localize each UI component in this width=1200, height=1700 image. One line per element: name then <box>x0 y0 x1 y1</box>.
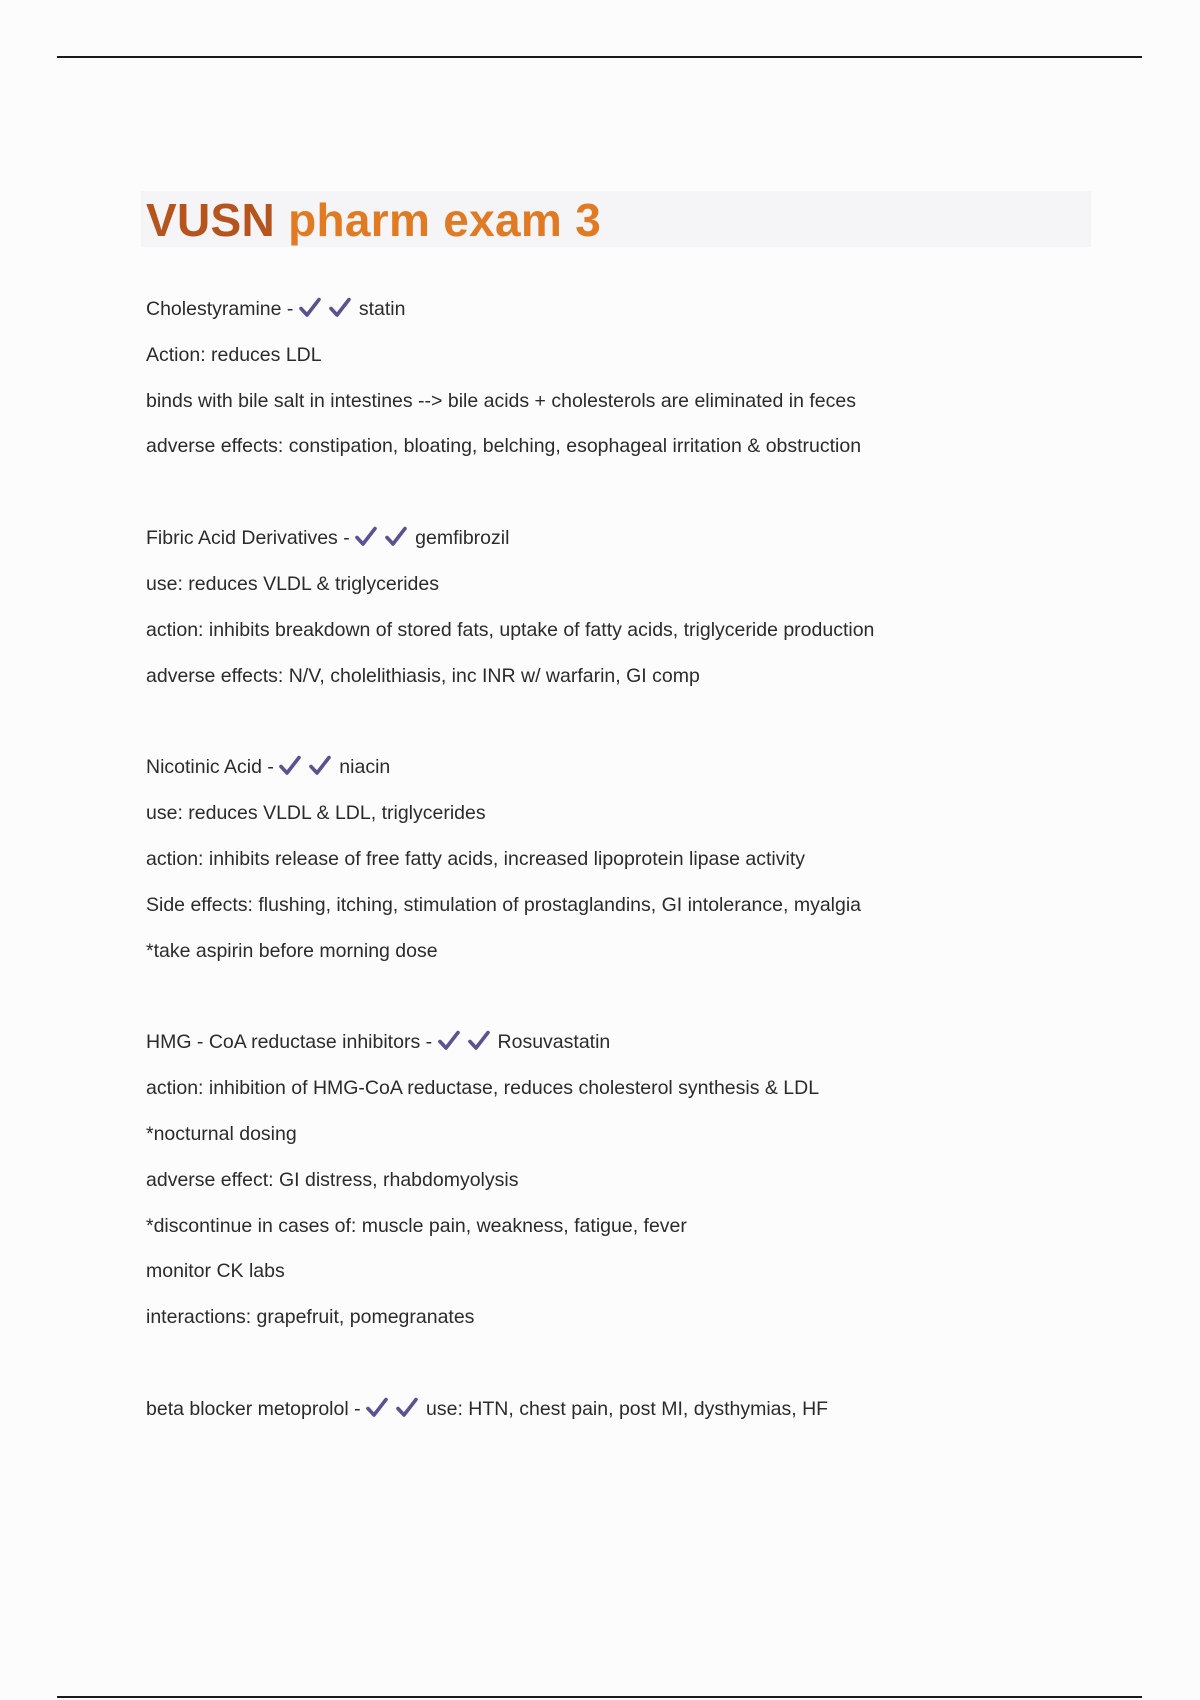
flashcard-line: use: reduces VLDL & LDL, triglycerides <box>146 802 486 825</box>
flashcard-line: *discontinue in cases of: muscle pain, weakness, fatigue, fever <box>146 1214 687 1237</box>
flashcard-line: Action: reduces LDL <box>146 343 322 366</box>
flashcard <box>146 289 1146 472</box>
flashcard-term: Fibric Acid Derivatives - <box>146 527 356 550</box>
flashcard-line: action: inhibits release of free fatty acids, increased lipoprotein lipase activity <box>146 847 806 870</box>
flashcard-line: monitor CK labs <box>146 1260 285 1283</box>
checkmark-icon <box>355 526 377 548</box>
flashcard-answer: statin <box>358 298 406 320</box>
flashcard-line: use: reduces VLDL & triglycerides <box>146 572 439 595</box>
flashcard-term: Nicotinic Acid - <box>146 756 280 779</box>
checkmark-icon <box>385 526 407 548</box>
flashcard-line: *take aspirin before morning dose <box>146 939 438 962</box>
flashcard-line: adverse effects: constipation, bloating, belching, esophageal irritation & obstruction <box>146 435 862 458</box>
flashcard <box>146 518 1146 701</box>
flashcard-line: Side effects: flushing, itching, stimulation of prostaglandins, GI intolerance, myalgia <box>146 893 862 916</box>
checkmark-icon <box>366 1397 388 1419</box>
checkmark-icon <box>468 1030 490 1052</box>
flashcard-term: beta blocker metoprolol - <box>146 1397 367 1420</box>
checkmark-icon <box>438 1030 460 1052</box>
flashcard <box>146 1389 1146 1435</box>
checkmark-icon <box>279 755 301 777</box>
flashcard-line: *nocturnal dosing <box>146 1122 297 1145</box>
flashcard-line: adverse effect: GI distress, rhabdomyolysis <box>146 1168 519 1191</box>
flashcard-line: interactions: grapefruit, pomegranates <box>146 1306 475 1329</box>
checkmark-icon <box>396 1397 418 1419</box>
document-title <box>146 193 601 247</box>
flashcard-list <box>146 289 1146 1481</box>
bottom-rule <box>57 1696 1142 1698</box>
top-rule <box>57 56 1142 58</box>
flashcard-term-line <box>146 289 1146 335</box>
checkmark-icon <box>329 297 351 319</box>
flashcard-line: binds with bile salt in intestines --> bile acids + cholesterols are eliminated in feces <box>146 389 856 412</box>
flashcard-term: Cholestyramine - <box>146 298 299 320</box>
flashcard-line: adverse effects: N/V, cholelithiasis, inc INR w/ warfarin, GI comp <box>146 664 700 687</box>
flashcard-term-line <box>146 1022 1146 1068</box>
flashcard-answer: use: HTN, chest pain, post MI, dysthymias, HF <box>426 1397 829 1420</box>
checkmark-icon <box>299 297 321 319</box>
flashcard <box>146 747 1146 976</box>
flashcard-answer: Rosuvastatin <box>497 1031 611 1054</box>
checkmark-icon <box>309 755 331 777</box>
title-part-2: pharm exam 3 <box>288 194 602 246</box>
title-part-1: VUSN <box>146 194 276 246</box>
flashcard-answer: gemfibrozil <box>415 527 510 550</box>
flashcard-answer: niacin <box>339 756 391 779</box>
flashcard-term-line <box>146 518 1146 564</box>
flashcard-term: HMG - CoA reductase inhibitors - <box>146 1031 438 1054</box>
flashcard-term-line <box>146 747 1146 793</box>
flashcard-line: action: inhibition of HMG-CoA reductase, reduces cholesterol synthesis & LDL <box>146 1077 820 1100</box>
flashcard <box>146 1022 1146 1343</box>
flashcard-line: action: inhibits breakdown of stored fats, uptake of fatty acids, triglyceride production <box>146 618 875 641</box>
flashcard-term-line <box>146 1389 1146 1435</box>
